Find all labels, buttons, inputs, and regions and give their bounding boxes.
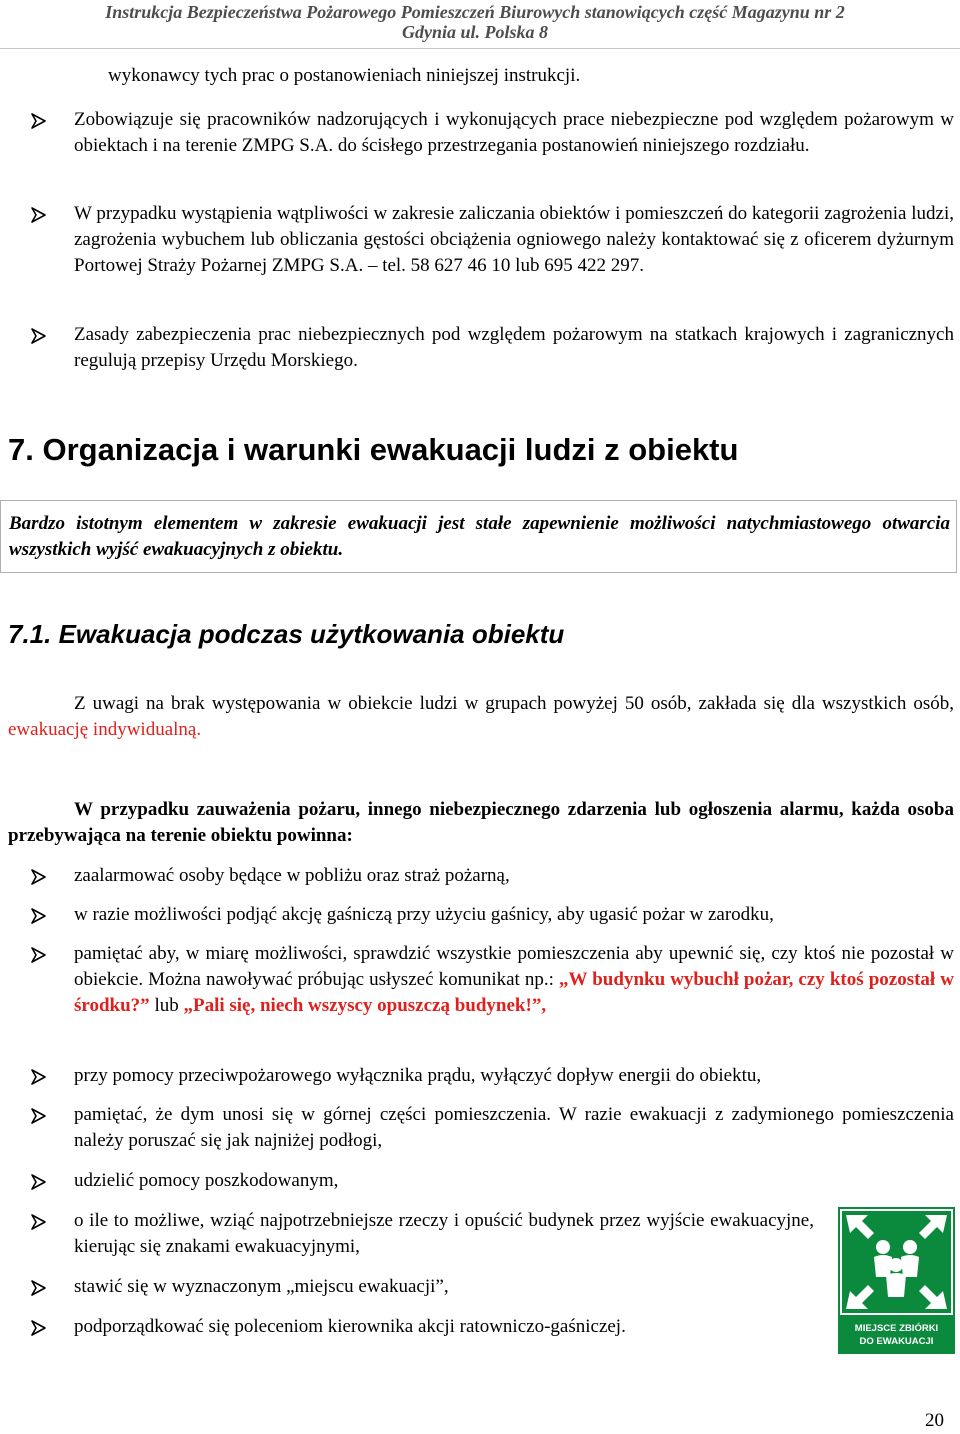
arrow-bullet-icon bbox=[30, 946, 48, 964]
bullet-text: udzielić pomocy poszkodowanym, bbox=[74, 1170, 339, 1191]
arrow-bullet-icon bbox=[30, 1319, 48, 1337]
arrow-bullet-icon bbox=[30, 907, 48, 925]
bullet-text: przy pomocy przeciwpożarowego wyłącznika prądu, wyłączyć dopływ energii do obiektu, bbox=[74, 1065, 762, 1086]
list-item bbox=[74, 941, 954, 1019]
bullet-text: w razie możliwości podjąć akcję gaśniczą przy użyciu gaśnicy, aby ugasić pożar w zarodku, bbox=[74, 904, 774, 925]
sign-label-top: MIEJSCE ZBIÓRKI bbox=[854, 1323, 939, 1334]
sign-label-bottom: DO EWAKUACJI bbox=[859, 1336, 934, 1347]
bullet-text: o ile to możliwe, wziąć najpotrzebniejsze rzeczy i opuścić budynek przez wyjście ewakuacyjne, kierując się znakami ewakuacyjnymi, bbox=[74, 1210, 814, 1257]
paragraph bbox=[8, 691, 954, 743]
arrow-bullet-icon bbox=[30, 112, 48, 130]
bullet-text: pamiętać aby, w miarę możliwości, sprawdzić wszystkie pomieszczenia aby upewnić się, czy ktoś nie pozostał w obiekcie. Można nawoływać próbując usłyszeć komunikat np.: bbox=[74, 943, 954, 990]
assembly-point-sign bbox=[838, 1207, 955, 1354]
arrow-bullet-icon bbox=[30, 1107, 48, 1125]
header-title: Instrukcja Bezpieczeństwa Pożarowego Pomieszczeń Biurowych stanowiących część Magazynu nr 2 bbox=[105, 2, 845, 22]
list-item bbox=[74, 1208, 814, 1260]
arrow-bullet-icon bbox=[30, 206, 48, 224]
arrow-bullet-icon bbox=[30, 1213, 48, 1231]
bullet-text: stawić się w wyznaczonym „miejscu ewakuacji”, bbox=[74, 1276, 449, 1297]
highlight-box: Bardzo istotnym elementem w zakresie ewakuacji jest stałe zapewnienie możliwości natychmiastowego otwarcia wszystkich wyjść ewakuacyjnych z obiektu. bbox=[0, 500, 957, 573]
list-item bbox=[74, 863, 954, 889]
bullet-text: W przypadku wystąpienia wątpliwości w zakresie zaliczania obiektów i pomieszczeń do kategorii zagrożenia ludzi, zagrożenia wybuchem lub obliczania gęstości obciążenia ogniowego należy kontaktować się z oficerem dyżurnym Portowej Straży Pożarnej ZMPG S.A. – tel. 58 627 46 10 lub 695 422 297. bbox=[74, 203, 954, 276]
bullet-text: Zobowiązuje się pracowników nadzorujących i wykonujących prace niebezpieczne pod względem pożarowym w obiektach i na terenie ZMPG S.A. do ścisłego przestrzegania postanowień niniejszego rozdziału. bbox=[74, 109, 954, 156]
arrow-bullet-icon bbox=[30, 327, 48, 345]
bullet-text: zaalarmować osoby będące w pobliżu oraz straż pożarną, bbox=[74, 865, 510, 886]
subsection-heading: 7.1. Ewakuacja podczas użytkowania obiektu bbox=[8, 619, 565, 649]
list-item bbox=[74, 201, 954, 279]
bullet-text: lub bbox=[149, 995, 184, 1016]
arrow-bullet-icon bbox=[30, 868, 48, 886]
page-header bbox=[0, 0, 960, 49]
section-heading: 7. Organizacja i warunki ewakuacji ludzi z obiektu bbox=[8, 432, 739, 467]
list-item bbox=[74, 1063, 954, 1089]
highlighted-text: ewakuację indywidualną. bbox=[8, 719, 202, 740]
continuation-text: wykonawcy tych prac o postanowieniach niniejszej instrukcji. bbox=[108, 65, 581, 86]
arrow-bullet-icon bbox=[30, 1279, 48, 1297]
header-address: Gdynia ul. Polska 8 bbox=[401, 22, 548, 42]
list-item bbox=[74, 1274, 814, 1300]
arrow-bullet-icon bbox=[30, 1068, 48, 1086]
quoted-message: „W budynku wybuchł pożar, czy ktoś pozostał w środku?” bbox=[74, 969, 954, 1016]
bullet-text: podporządkować się poleceniom kierownika akcji ratowniczo-gaśniczej. bbox=[74, 1316, 626, 1337]
page-number: 20 bbox=[925, 1410, 944, 1431]
list-item bbox=[74, 1314, 814, 1340]
bold-paragraph: W przypadku zauważenia pożaru, innego niebezpiecznego zdarzenia lub ogłoszenia alarmu, każda osoba przebywająca na terenie obiektu powinna: bbox=[8, 799, 954, 846]
list-item bbox=[74, 902, 954, 928]
list-item bbox=[74, 107, 954, 159]
quoted-message: „Pali się, niech wszyscy opuszczą budynek!”, bbox=[183, 995, 547, 1016]
list-item bbox=[74, 1102, 954, 1154]
arrow-bullet-icon bbox=[30, 1173, 48, 1191]
bullet-text: Zasady zabezpieczenia prac niebezpiecznych pod względem pożarowym na statkach krajowych i zagranicznych regulują przepisy Urzędu Morskiego. bbox=[74, 324, 954, 371]
list-item bbox=[74, 1168, 954, 1194]
bullet-text: pamiętać, że dym unosi się w górnej części pomieszczenia. W razie ewakuacji z zadymionego pomieszczenia należy poruszać się jak najniżej podłogi, bbox=[74, 1104, 954, 1151]
paragraph-text: Z uwagi na brak występowania w obiekcie ludzi w grupach powyżej 50 osób, zakłada się dla wszystkich osób, bbox=[74, 693, 954, 714]
list-item bbox=[74, 322, 954, 374]
